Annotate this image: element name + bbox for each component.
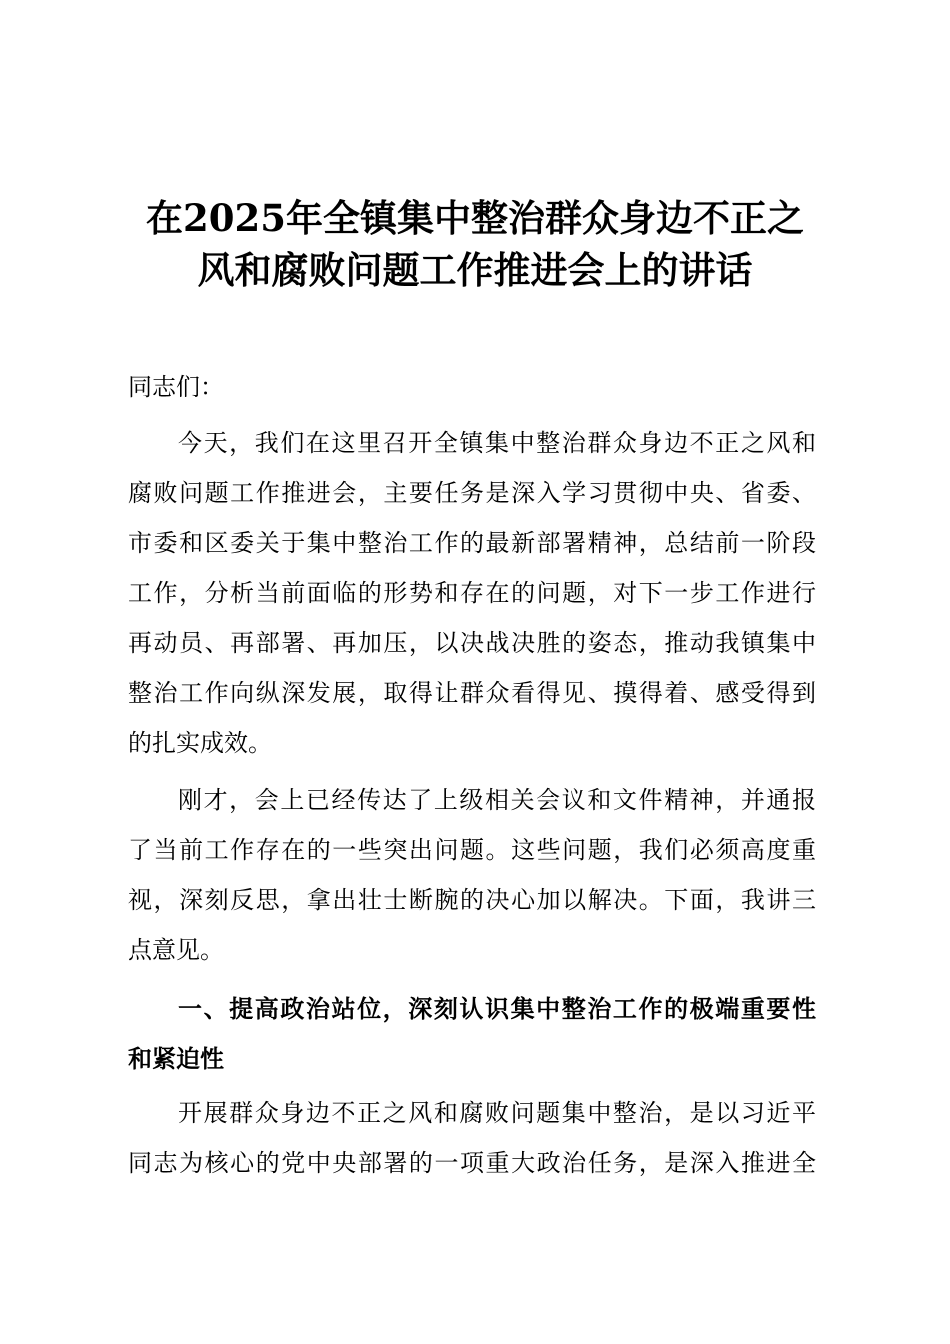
text-line: 工作，分析当前面临的形势和存在的问题，对下一步工作进行 <box>128 579 816 607</box>
text-line: 点意见。 <box>128 936 224 964</box>
text-line: 腐败问题工作推进会，主要任务是深入学习贯彻中央、省委、 <box>128 479 816 507</box>
text-line: 再动员、再部署、再加压，以决战决胜的姿态，推动我镇集中 <box>128 629 816 657</box>
title-line: 风和腐败问题工作推进会上的讲话 <box>197 248 753 292</box>
text-line: 整治工作向纵深发展，取得让群众看得见、摸得着、感受得到 <box>128 679 816 707</box>
salutation: 同志们： <box>128 373 224 401</box>
text-line: 的扎实成效。 <box>128 729 272 757</box>
text-line: 今天，我们在这里召开全镇集中整治群众身边不正之风和 <box>178 429 816 457</box>
text-line: 市委和区委关于集中整治工作的最新部署精神，总结前一阶段 <box>128 529 816 557</box>
text-line: 同志为核心的党中央部署的一项重大政治任务，是深入推进全 <box>128 1149 816 1177</box>
text-line: 视，深刻反思，拿出壮士断腕的决心加以解决。下面，我讲三 <box>128 886 816 914</box>
text-line: 开展群众身边不正之风和腐败问题集中整治，是以习近平 <box>178 1099 816 1127</box>
text-line: 刚才，会上已经传达了上级相关会议和文件精神，并通报 <box>178 786 816 814</box>
title-line: 在2025年全镇集中整治群众身边不正之 <box>146 196 804 240</box>
heading-line: 一、提高政治站位，深刻认识集中整治工作的极端重要性 <box>178 995 816 1023</box>
text-line: 了当前工作存在的一些突出问题。这些问题，我们必须高度重 <box>128 836 816 864</box>
heading-line: 和紧迫性 <box>128 1045 224 1073</box>
